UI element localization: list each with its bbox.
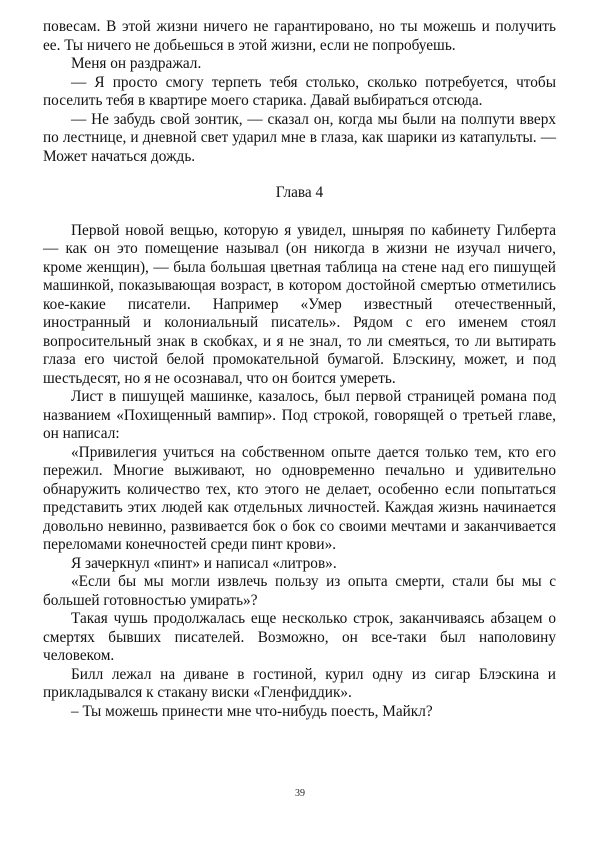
paragraph: — Не забудь свой зонтик, — сказал он, когда мы были на полпути вверх по лестнице, и дневной свет ударил мне в глаза, как шарики из катапульты. — Может начаться дождь.: [43, 110, 556, 165]
paragraph: – Ты можешь принести мне что-нибудь поесть, Майкл?: [71, 702, 433, 720]
paragraph: Меня он раздражал.: [71, 55, 202, 72]
paragraph: — Я просто смогу терпеть тебя столько, сколько потребуется, чтобы поселить тебя в квартире моего старика. Давай выбираться отсюда.: [43, 73, 556, 109]
paragraph: Лист в пишущей машинке, казалось, был первой страницей романа под названием «Похищенный вампир». Под строкой, говорящей о третьей главе, он написал:: [43, 388, 556, 442]
paragraph: Первой новой вещью, которую я увидел, шныряя по кабинету Гилберта — как он это помещение называл (он никогда в жизни не изучал ничего, кроме женщин), — была большая цветная таблица на стене над его пишущей машинкой, показывающая возраст, в котором достойной смертью отметились кое-какие писатели. Например «Умер известный отечественный, иностранный и колониальный писатель». Рядом с его именем стоял вопросительный знак в скобках, и я не знал, то ли смеяться, то ли вытирать глаза его чистой белой промокательной бумагой. Блэскину, может, и под шестьдесят, но я не осознавал, что он боится умереть.: [43, 221, 556, 387]
paragraph: «Если бы мы могли извлечь пользу из опыта смерти, стали бы мы с большей готовностью умирать»?: [43, 573, 556, 609]
paragraph: повесам. В этой жизни ничего не гарантировано, но ты можешь и получить ее. Ты ничего не добьешься в этой жизни, если не попробуешь.: [43, 18, 556, 54]
page-number: 39: [295, 788, 305, 799]
paragraph: Я зачеркнул «пинт» и написал «литров».: [71, 554, 337, 572]
paragraph: Такая чушь продолжалась еще несколько строк, заканчиваясь абзацем о смертях бывших писателей. Возможно, он все-таки был наполовину человеком.: [43, 610, 556, 664]
paragraph: Билл лежал на диване в гостиной, курил одну из сигар Блэскина и прикладывался к стакану виски «Гленфиддик».: [43, 665, 556, 701]
chapter-title: Глава 4: [275, 184, 324, 201]
book-page: [43, 18, 556, 721]
paragraph: «Привилегия учиться на собственном опыте дается только тем, кто его пережил. Многие выживают, но одновременно печально и удивительно обнаружить количество тех, кто этого не делает, особенно если попытаться представить этих людей как отдельных личностей. Каждая жизнь начинается довольно невинно, развивается бок о бок со своими мечтами и заканчивается переломами конечностей среди пинт крови».: [43, 443, 556, 553]
